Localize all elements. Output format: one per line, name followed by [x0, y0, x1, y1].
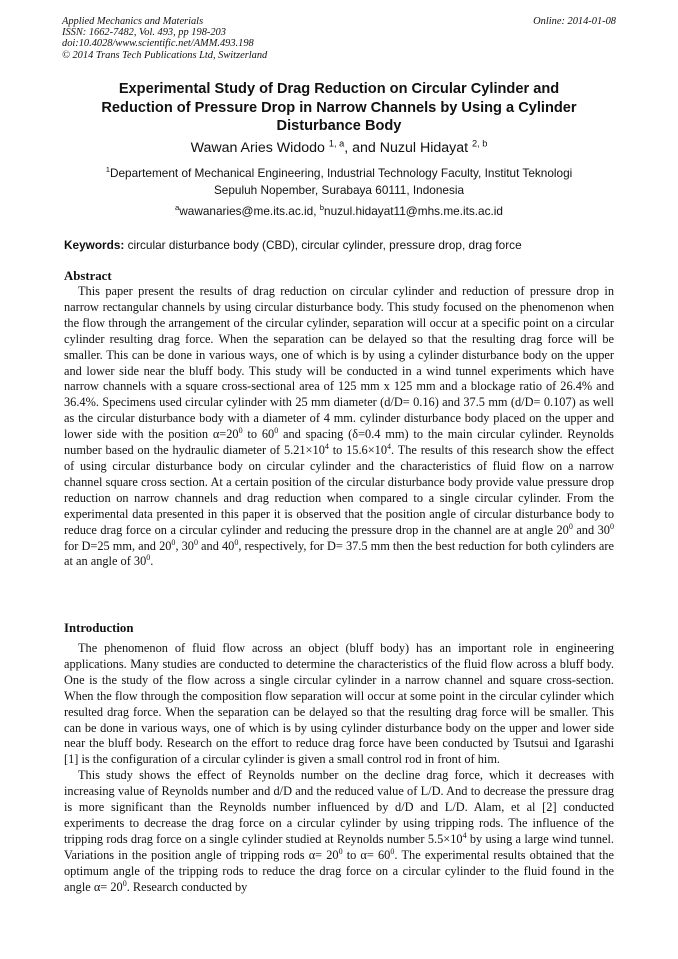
intro-text-5: . Research conducted by — [126, 879, 248, 894]
abstract-paragraph — [64, 284, 614, 570]
title-line-1: Experimental Study of Drag Reduction on Circular Cylinder and — [118, 81, 560, 97]
intro-text-1: This study shows the effect of Reynolds number on the decline drag force, which it decreases with increasing value of Reynolds number and d/D and the reduced value of L/D. And to decrease the pressure drag is more significant than the Reynolds number influenced by d/D and L/D. Alam, et al [2] conducted experiments to decrease the drag force on a circular cylinder by using tripping rods. The influence of the tripping rods drag force on a single cylinder studied at Reynolds number 5.5×10 — [64, 768, 614, 846]
email-b-sup: b — [319, 203, 325, 213]
abstract-text-10: , respectively, for D= 37.5 mm then the best reduction for both cylinders are at an angle of 30 — [64, 538, 615, 569]
abstract-heading: Abstract — [64, 269, 112, 283]
abstract-text-2: to 60 — [242, 427, 275, 442]
intro-text-2: by using a large wind tunnel. Variations in the position angle of tripping rods α= 20 — [64, 831, 614, 862]
introduction-paragraph-2 — [64, 768, 614, 895]
introduction-paragraph-1: The phenomenon of fluid flow across an object (bluff body) has an important role in engineering applications. Many studies are conducted to determine the characteristics of the fluid flow across a bluff body. One is the study of the flow across a single circular cylinder in a narrow channel and square cross-section. When the flow through the composition flow separation will occur at some point in the circular cylinder which resulted drag force. When the separation can be delayed so that the resulting drag force will be smaller. This can be done in various ways, one of which is by using cylinder disturbance body on the upper and lower side near the bluff body. Research on the effort to reduce drag force have been conducted by Tsutsui and Igarashi [1] is the configuration of a circular cylinder is given a small control rod in front of him. — [64, 641, 614, 767]
title-line-3: Disturbance Body — [276, 118, 402, 135]
title-line-2: Reduction of Pressure Drop in Narrow Channels by Using a Cylinder — [101, 99, 577, 116]
keywords-text: circular disturbance body (CBD), circular cylinder, pressure drop, drag force — [124, 238, 522, 252]
superscript: 0 — [390, 846, 395, 856]
superscript: 4 — [387, 441, 392, 451]
paper-title — [62, 80, 616, 136]
journal-header — [62, 16, 616, 61]
email-a: wawanaries@me.its.ac.id, — [179, 204, 320, 218]
journal-name: Applied Mechanics and Materials — [62, 16, 204, 27]
superscript: 0 — [274, 426, 279, 436]
author-1-affil: 1, a — [328, 138, 345, 149]
intro-text-4: . The experimental results obtained that the optimum angle of the tripping rods to reduce the drag force on a circular cylinder to the fluid found in the angle α= 20 — [64, 847, 614, 894]
email-line — [62, 203, 616, 219]
doi-line: doi:10.4028/www.scientific.net/AMM.493.198 — [62, 38, 254, 50]
abstract-text-8: , 30 — [175, 538, 194, 553]
abstract-text-9: and 40 — [197, 538, 235, 553]
author-1: Wawan Aries Widodo — [190, 140, 325, 156]
author-2-affil: 2, b — [472, 138, 488, 149]
author-list — [62, 139, 616, 157]
abstract-text-1: This paper present the results of drag reduction on circular cylinder and reduction of pressure drop in narrow rectangular channels by using circular disturbance body. This study focused on the phenomenon when the flow through the arrangement of the circular cylinder, separation will occur at a specific point on a circular cylinder resulting drag force. When the separation can be delayed so that the resulting drag force will be smaller. This can be done in various ways, one of which is by using a cylinder disturbance body on the upper and lower side near the bluff body. This study will be conducted in a wind tunnel experiments which have narrow channels with a square cross-sectional area of 125 mm x 125 mm and a blockage ratio of 26.4% and 36.4%. Specimens used circular cylinder with 25 mm diameter (d/D= 0.16) and 37.5 mm (d/D= 0.107) as well as the circular disturbance body with a diameter of 4 mm. cylinder disturbance body placed on the upper and lower side with the position α=20 — [64, 284, 614, 442]
issn-line: ISSN: 1662-7482, Vol. 493, pp 198-203 — [62, 27, 226, 39]
abstract-body — [64, 284, 614, 570]
superscript: 4 — [462, 830, 467, 840]
superscript: 0 — [609, 521, 614, 531]
superscript: 0 — [146, 553, 151, 563]
affiliation-number: 1 — [105, 165, 110, 175]
email-a-sup: a — [175, 203, 180, 213]
abstract-text-11: . — [150, 554, 154, 569]
superscript: 0 — [122, 878, 127, 888]
affiliation-line-1 — [62, 165, 616, 182]
keywords — [64, 236, 616, 254]
superscript: 0 — [193, 537, 198, 547]
superscript: 4 — [324, 441, 329, 451]
superscript: 0 — [171, 537, 176, 547]
email-b: nuzul.hidayat11@mhs.me.its.ac.id — [324, 204, 503, 218]
abstract-text-7: for D=25 mm, and 20 — [64, 538, 172, 553]
author-conjunction: , and — [344, 140, 380, 156]
online-date: Online: 2014-01-08 — [533, 16, 616, 27]
abstract-text-4: to 15.6×10 — [328, 443, 388, 458]
author-2: Nuzul Hidayat — [379, 140, 469, 156]
introduction-body — [64, 641, 614, 896]
affiliation — [62, 165, 616, 199]
superscript: 0 — [338, 846, 343, 856]
copyright-line: © 2014 Trans Tech Publications Ltd, Switzerland — [62, 49, 268, 61]
abstract-text-6: and 30 — [572, 522, 610, 537]
introduction-heading: Introduction — [64, 621, 134, 635]
superscript: 0 — [238, 426, 243, 436]
superscript: 0 — [234, 537, 239, 547]
affiliation-text-1: Departement of Mechanical Engineering, Industrial Technology Faculty, Institut Teknologi — [109, 166, 573, 180]
keywords-label: Keywords: — [64, 238, 125, 252]
intro-text-3: to α= 60 — [342, 847, 391, 862]
abstract-text-3: and spacing (δ=0.4 mm) to the main circular cylinder. Reynolds number based on the hydraulic diameter of 5.21×10 — [64, 427, 614, 458]
affiliation-line-2: Sepuluh Nopember, Surabaya 60111, Indonesia — [213, 183, 465, 197]
superscript: 0 — [568, 521, 573, 531]
abstract-text-5: . The results of this research show the effect of using circular disturbance body on circular cylinder and the characteristics of fluid flow on a narrow channel square cross section. At a certain position of the circular disturbance body provide value pressure drop reduction on narrow channels and drag reduction when compared to a single circular cylinder. From the experimental data presented in this paper it is observed that the position angle of circular disturbance body to reduce drag force on a circular cylinder and reducing the pressure drop in the channel are at angle 20 — [64, 443, 614, 537]
